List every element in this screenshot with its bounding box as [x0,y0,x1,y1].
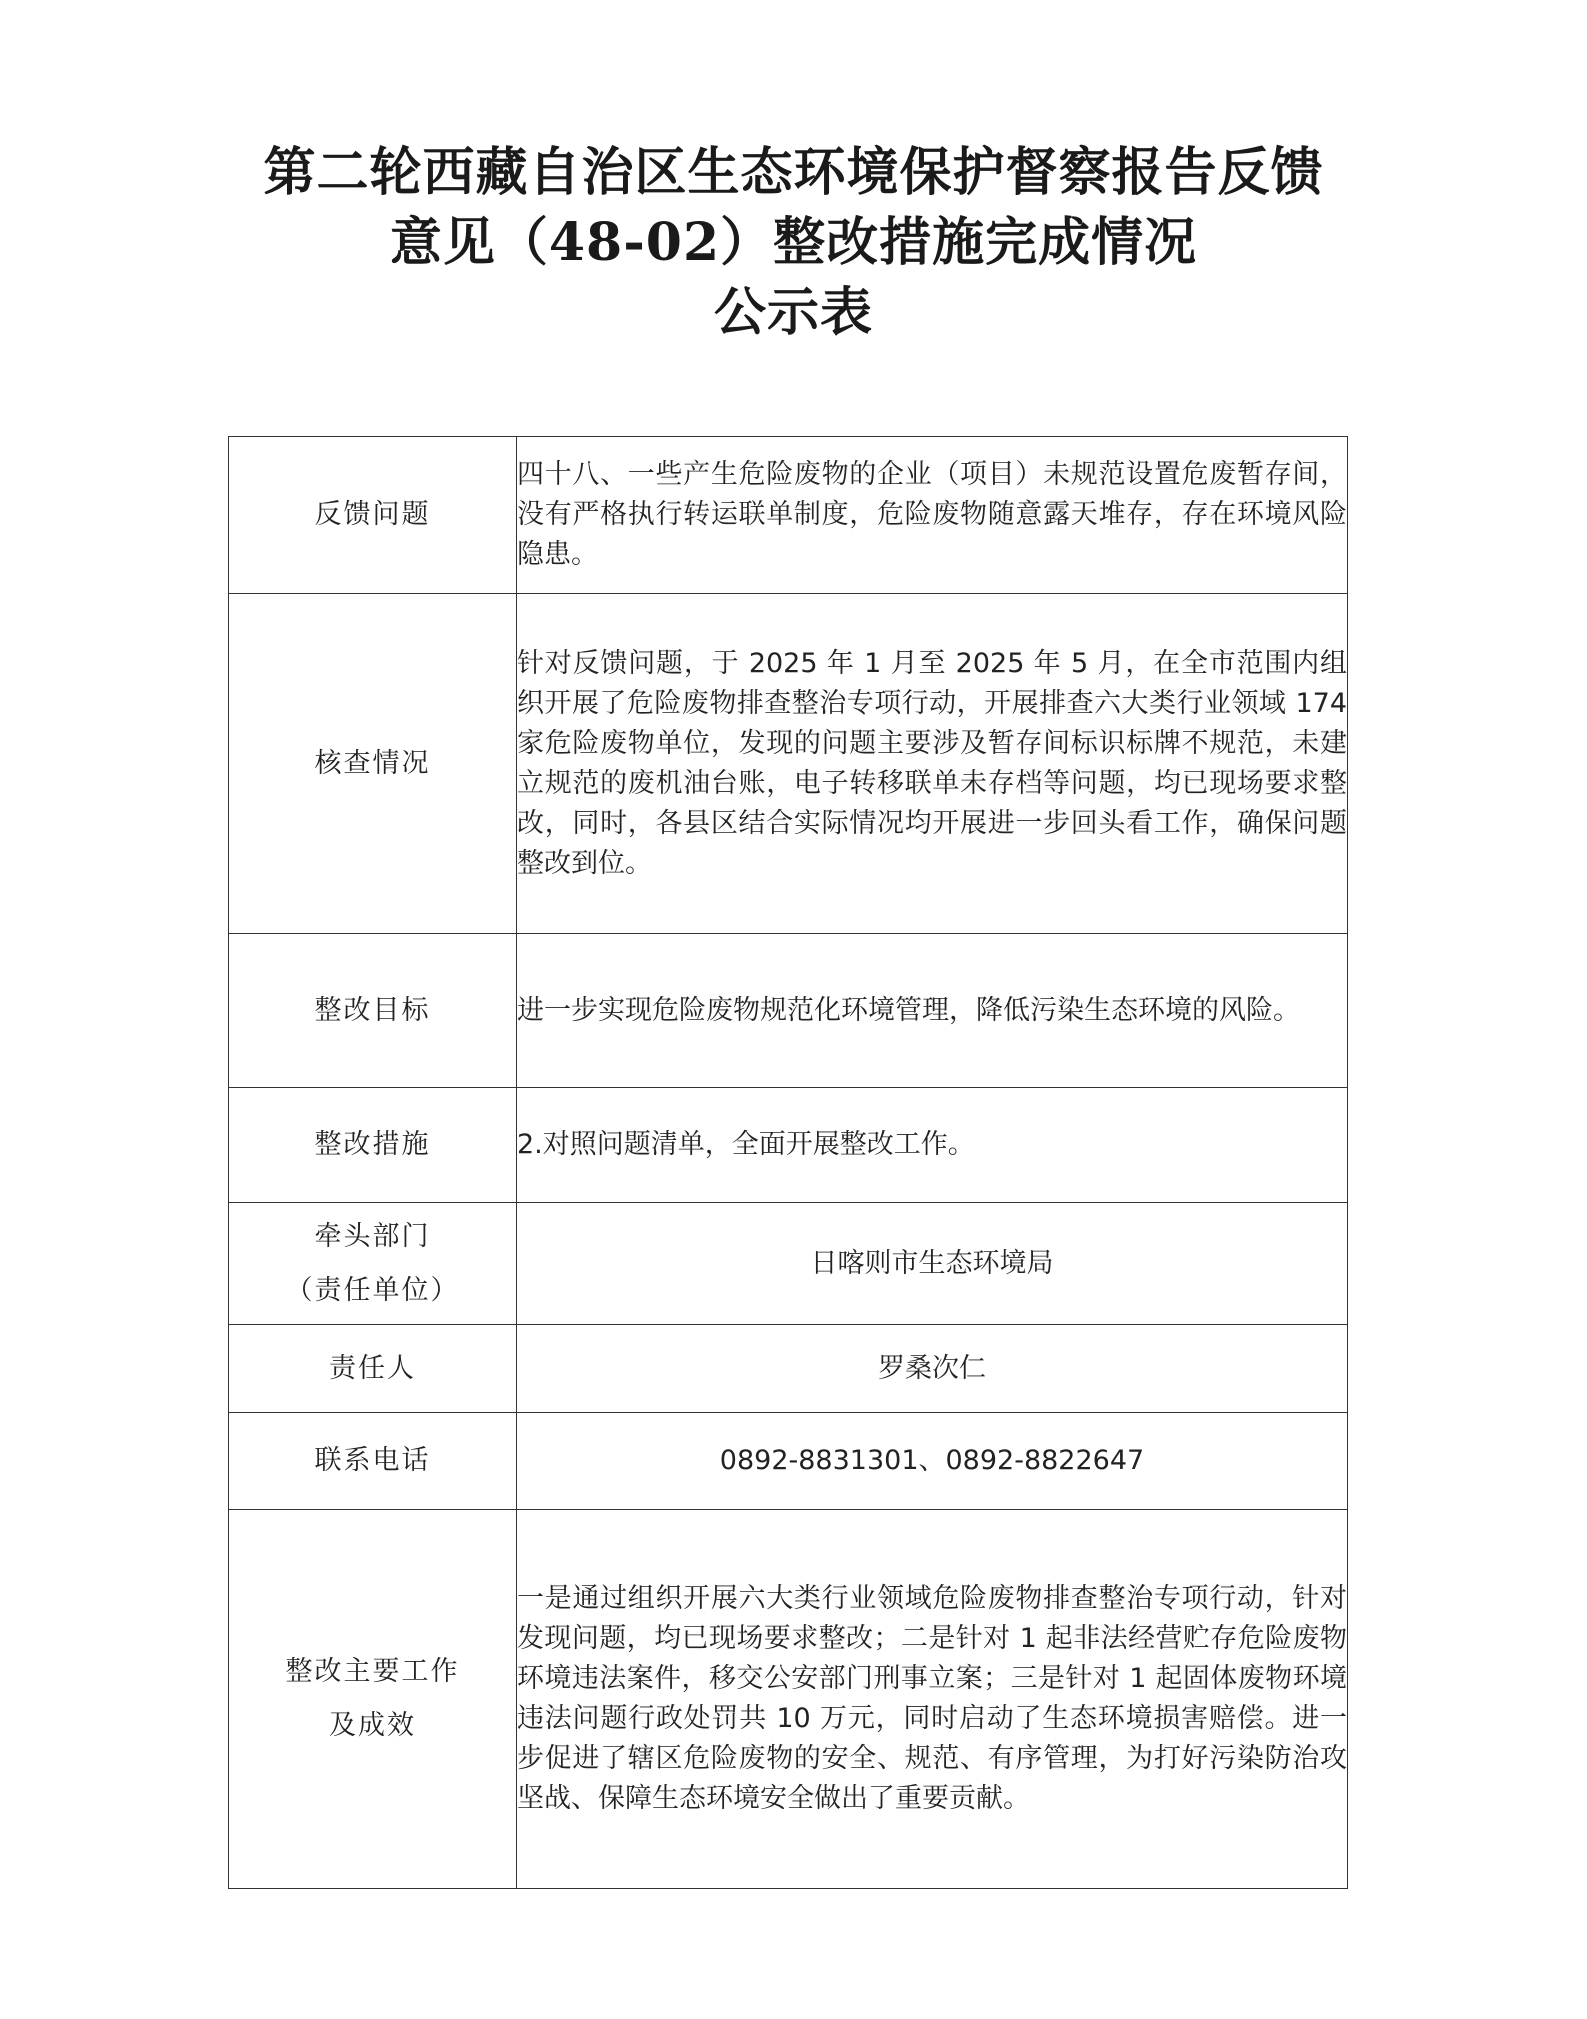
row-content: 进一步实现危险废物规范化环境管理，降低污染生态环境的风险。 [517,934,1348,1088]
row-label: 牵头部门 （责任单位） [229,1203,517,1325]
document-title [0,138,1587,348]
row-content: 2.对照问题清单，全面开展整改工作。 [517,1088,1348,1203]
row-label: 联系电话 [229,1413,517,1510]
row-label: 整改措施 [229,1088,517,1203]
row-content: 罗桑次仁 [517,1325,1348,1413]
table-row-phone [229,1413,1348,1510]
row-label: 反馈问题 [229,437,517,594]
title-line-3: 公示表 [713,282,873,343]
table-row-responsible-person [229,1325,1348,1413]
row-content: 一是通过组织开展六大类行业领域危险废物排查整治专项行动，针对发现问题，均已现场要求整改；二是针对 1 起非法经营贮存危险废物环境违法案件，移交公安部门刑事立案；三是针对 1 起固体废物环境违法问题行政处罚共 10 万元，同时启动了生态环境损害赔偿。进一步促进了辖区危险废物的安全、规范、有序管理，为打好污染防治攻坚战、保障生态环境安全做出了重要贡献。 [517,1510,1348,1889]
table-row-results [229,1510,1348,1889]
row-content: 日喀则市生态环境局 [517,1203,1348,1325]
table-row-measures [229,1088,1348,1203]
title-line-2: 意见（48-02）整改措施完成情况 [389,212,1198,273]
row-label: 整改目标 [229,934,517,1088]
row-content: 针对反馈问题，于 2025 年 1 月至 2025 年 5 月，在全市范围内组织开展了危险废物排查整治专项行动，开展排查六大类行业领域 174 家危险废物单位，发现的问题主要涉及暂存间标识标牌不规范，未建立规范的废机油台账，电子转移联单未存档等问题，均已现场要求整改，同时，各县区结合实际情况均开展进一步回头看工作，确保问题整改到位。 [517,594,1348,934]
title-line-1: 第二轮西藏自治区生态环境保护督察报告反馈 [263,142,1324,203]
table-row-target [229,934,1348,1088]
table-row-lead-department [229,1203,1348,1325]
row-label: 责任人 [229,1325,517,1413]
table-row-verification [229,594,1348,934]
row-label: 整改主要工作 及成效 [229,1510,517,1889]
row-content: 0892-8831301、0892-8822647 [517,1413,1348,1510]
row-content: 四十八、一些产生危险废物的企业（项目）未规范设置危废暂存间，没有严格执行转运联单制度，危险废物随意露天堆存，存在环境风险隐患。 [517,437,1348,594]
rectification-table [228,436,1348,1889]
row-label: 核查情况 [229,594,517,934]
table-row-feedback-issue [229,437,1348,594]
